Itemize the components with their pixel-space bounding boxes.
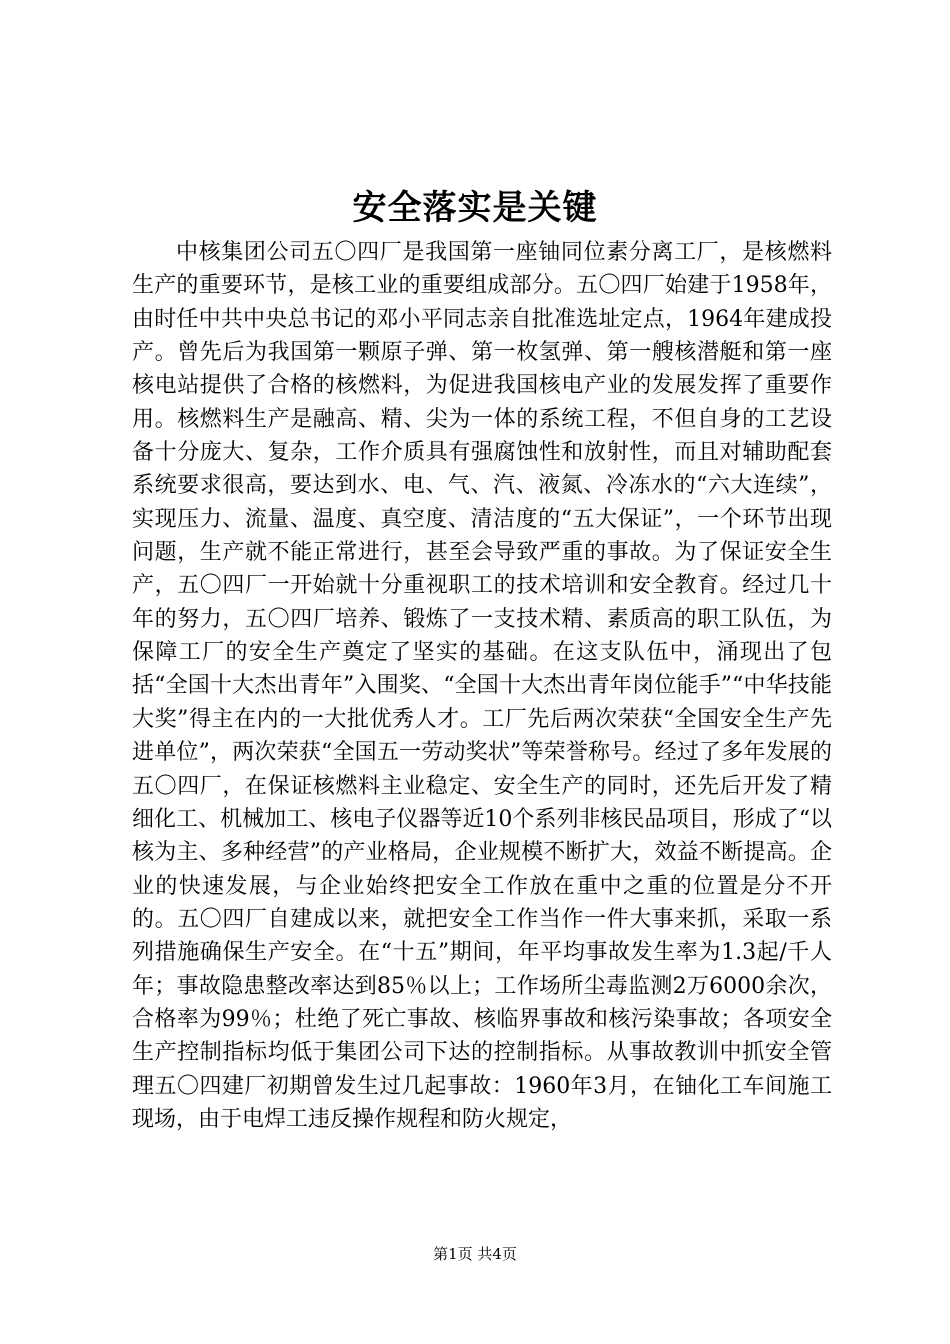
document-body-paragraph: 中核集团公司五〇四厂是我国第一座铀同位素分离工厂，是核燃料生产的重要环节，是核工业的重要组成部分。五〇四厂始建于1958年，由时任中共中央总书记的邓小平同志亲自批准选址定点，1964年建成投产。曾先后为我国第一颗原子弹、第一枚氢弹、第一艘核潜艇和第一座核电站提供了合格的核燃料，为促进我国核电产业的发展发挥了重要作用。核燃料生产是融高、精、尖为一体的系统工程，不但自身的工艺设备十分庞大、复杂，工作介质具有强腐蚀性和放射性，而且对辅助配套系统要求很高，要达到水、电、气、汽、液氮、冷冻水的“六大连续”，实现压力、流量、温度、真空度、清洁度的“五大保证”，一个环节出现问题，生产就不能正常进行，甚至会导致严重的事故。为了保证安全生产，五〇四厂一开始就十分重视职工的技术培训和安全教育。经过几十年的努力，五〇四厂培养、锻炼了一支技术精、素质高的职工队伍，为保障工厂的安全生产奠定了坚实的基础。在这支队伍中，涌现出了包括“全国十大杰出青年”入围奖、“全国十大杰出青年岗位能手”“中华技能大奖”得主在内的一大批优秀人才。工厂先后两次荣获“全国安全生产先进单位”，两次荣获“全国五一劳动奖状”等荣誉称号。经过了多年发展的五〇四厂，在保证核燃料主业稳定、安全生产的同时，还先后开发了精细化工、机械加工、核电子仪器等近10个系列非核民品项目，形成了“以核为主、多种经营”的产业格局，企业规模不断扩大，效益不断提高。企业的快速发展，与企业始终把安全工作放在重中之重的位置是分不开的。五〇四厂自建成以来，就把安全工作当作一件大事来抓，采取一系列措施确保生产安全。在“十五”期间，年平均事故发生率为1.3起/千人年；事故隐患整改率达到85％以上；工作场所尘毒监测2万6000余次，合格率为99％；杜绝了死亡事故、核临界事故和核污染事故；各项安全生产控制指标均低于集团公司下达的控制指标。从事故教训中抓安全管理五〇四建厂初期曾发生过几起事故：1960年3月，在铀化工车间施工现场，由于电焊工违反操作规程和防火规定， [132, 240, 832, 1132]
page-number-footer: 第1页 共4页 [433, 1245, 517, 1263]
document-title: 安全落实是关键 [352, 188, 598, 228]
